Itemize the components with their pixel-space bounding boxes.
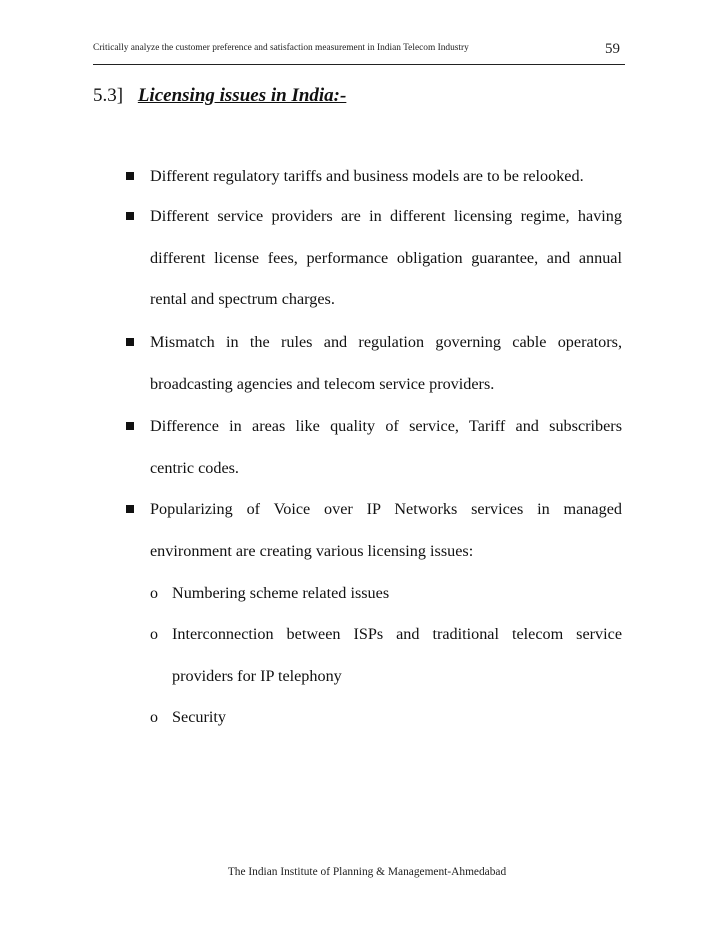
bullet-item <box>150 322 622 405</box>
bullet-line: Different regulatory tariffs and business models are to be relooked. <box>150 167 584 185</box>
bullet-line: broadcasting agencies and telecom service providers. <box>150 374 495 393</box>
header-divider <box>93 64 625 65</box>
bullet-item <box>150 406 622 489</box>
sub-list-item <box>150 573 622 615</box>
bullet-line: Difference in areas like quality of service, Tariff and subscribers <box>150 417 622 435</box>
section-number: 5.3] <box>93 85 124 106</box>
bullet-line: Popularizing of Voice over IP Networks services in managed <box>150 500 622 518</box>
sub-list-item <box>150 614 622 697</box>
bullet-line: Different service providers are in different licensing regime, having <box>150 207 622 225</box>
sub-list-line: Interconnection between ISPs and traditional telecom service <box>172 625 622 643</box>
bullet-item <box>150 489 622 572</box>
sub-list-line: Security <box>172 708 226 726</box>
section-title: Licensing issues in India:- <box>137 85 347 106</box>
bullet-line: environment are creating various licensing issues: <box>150 541 474 560</box>
section-heading <box>93 85 633 107</box>
circle-bullet-icon: o <box>150 709 158 726</box>
bullet-item <box>150 196 622 321</box>
bullet-line: different license fees, performance obligation guarantee, and annual <box>150 248 622 267</box>
running-header-title: Critically analyze the customer preference and satisfaction measurement in Indian Telecom Industry <box>93 43 469 53</box>
square-bullet-icon <box>126 505 134 513</box>
square-bullet-icon <box>126 422 134 430</box>
bullet-line: centric codes. <box>150 458 239 477</box>
page-footer <box>0 866 728 878</box>
bullet-item <box>150 156 622 198</box>
square-bullet-icon <box>126 172 134 180</box>
square-bullet-icon <box>126 212 134 220</box>
footer-institute-name: The Indian Institute of Planning & Management-Ahmedabad <box>227 866 507 878</box>
bullet-line: Mismatch in the rules and regulation governing cable operators, <box>150 333 622 351</box>
page-number: 59 <box>605 41 620 57</box>
circle-bullet-icon: o <box>150 626 158 643</box>
sub-list-line: providers for IP telephony <box>172 666 342 685</box>
square-bullet-icon <box>126 338 134 346</box>
bullet-line: rental and spectrum charges. <box>150 290 335 308</box>
sub-list-item <box>150 697 622 739</box>
circle-bullet-icon: o <box>150 585 158 602</box>
sub-list-line: Numbering scheme related issues <box>172 584 390 602</box>
